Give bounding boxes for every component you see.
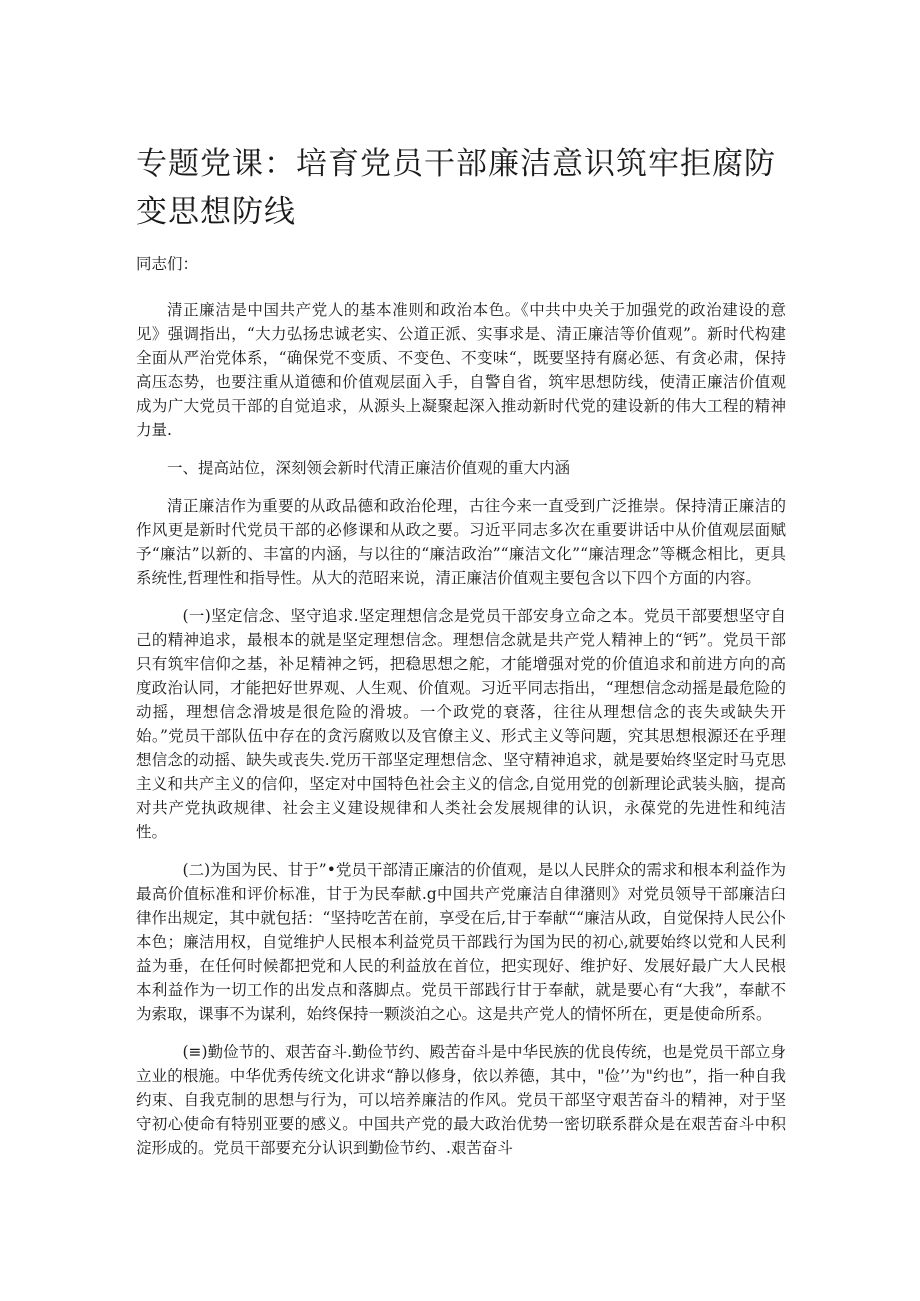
paragraph-section-1: 清正廉洁作为重要的从政品德和政治伦理，古往今来一直受到广泛推崇。保持清正廉洁的作风更是新时代党员干部的必修课和从政之要。习近平同志多次在重要讲话中从价值观层面赋予“廉沽”以新的、丰富的内涵，与以往的“廉洁政治”“廉洁文化”“廉洁理念”等概念相比，更具系统性,哲理性和指导性。从大的范昭来说，清正廉洁价值观主要包含以下四个方面的内容。 xyxy=(136,497,786,587)
paragraph-point-1: (一)坚定信念、坚守追求.坚定理想信念是党员干部安身立命之本。党员干部要想坚守自己的精神追求，最根本的就是坚定理想信念。理想信念就是共产党人精神上的“钙”。党员干部只有筑牢信仰之基，补足精神之钙，把稳思想之舵，才能增强对党的价值追求和前进方向的高度政治认同，才能把好世界观、人生观、价值观。习近平同志指出，“理想信念动摇是最危险的动摇，理想信念滑坡是很危险的滑坡。一个政党的衰落，往往从理想信念的丧失或缺失开始。”党员干部队伍中存在的贪污腐败以及官僚主义、形式主义等问题，究其思想根源还在乎理想信念的动摇、缺失或丧失.党历干部坚定理想信念、坚守精神追求，就是要始终坚定时马克思主义和共产主义的信仰，坚定对中国特色社会主义的信念,自觉用党的创新理论武装头脑，提高对共产党执政规律、社会主义建设规律和人类社会发展规律的认识，永葆党的先进性和纯洁性。 xyxy=(136,607,786,841)
paragraph-point-3: (≡)勤俭节的、艰苦奋斗.勤俭节约、殿苦奋斗是中华民族的优良传统，也是党员干部立身立业的根施。中华优秀传统文化讲求“静以修身，依以养德，其中，"俭’’为"约也”，指一种自我约束、自我克制的思想与行为，可以培养廉洁的作风。党员干部坚守艰苦奋斗的精神，对于坚守初心使命有特别亚要的感义。中国共产党的最大政治优势一密切联系群众是在艰苦奋斗中积淀形成的。党员干部要充分认识到勤俭节约、.艰苦奋斗 xyxy=(136,1043,787,1157)
section-heading-1: 一、提高站位，深刻领会新时代清正廉洁价值观的重大内涵 xyxy=(167,459,571,477)
paragraph-point-2: (二)为国为民、甘于”•党员干部清正廉洁的价值观，是以人民胖众的需求和根本利益作为最高价值标准和评价标准，甘于为民奉献.g中国共产党廉洁自律潴则》对党员领导干部廉洁臼律作出规定，其中就包括：“坚持吃苦在前，享受在后,甘于奉献““廉洁从政，自觉保持人民公仆本色；廉洁用权，自觉维护人民根本利益党员干部践行为国为民的初心,就要始终以党和人民利益为垂，在任何时候都把党和人民的利益放在首位，把实现好、维护好、发展好最广大人民根本利益作为一切工作的出发点和落脚点。党员干部践行甘于奉献，就是要心有“大我”，奉献不为索取，课事不为谋利，始终保持一颗淡泊之心。这是共产党人的情怀所在，更是使命所系。 xyxy=(136,861,786,1023)
document-body xyxy=(136,252,786,1174)
document-title: 专题党课：培育党员干部廉洁意识筑牢拒腐防变思想防线 xyxy=(136,146,776,230)
paragraph-intro: 清正廉洁是中国共产党人的基本准则和政治本色。《中共中央关于加强党的政治建设的意见》强调指出，“大力弘扬忠诚老实、公道正派、实事求是、清正廉洁等价值观”。新时代构建全面从严治党体系，“确保党不变质、不变色、不变味“，既要坚持有腐必惩、有贪必肃，保持高压态势，也要注重从道德和价值观层面入手，自警自省，筑牢思想防线，使清正廉洁价值观成为广大党员干部的自觉追求，从源头上凝聚起深入推动新时代党的建设新的伟大工程的精神力量. xyxy=(136,301,786,439)
greeting: 同志们： xyxy=(136,255,199,273)
